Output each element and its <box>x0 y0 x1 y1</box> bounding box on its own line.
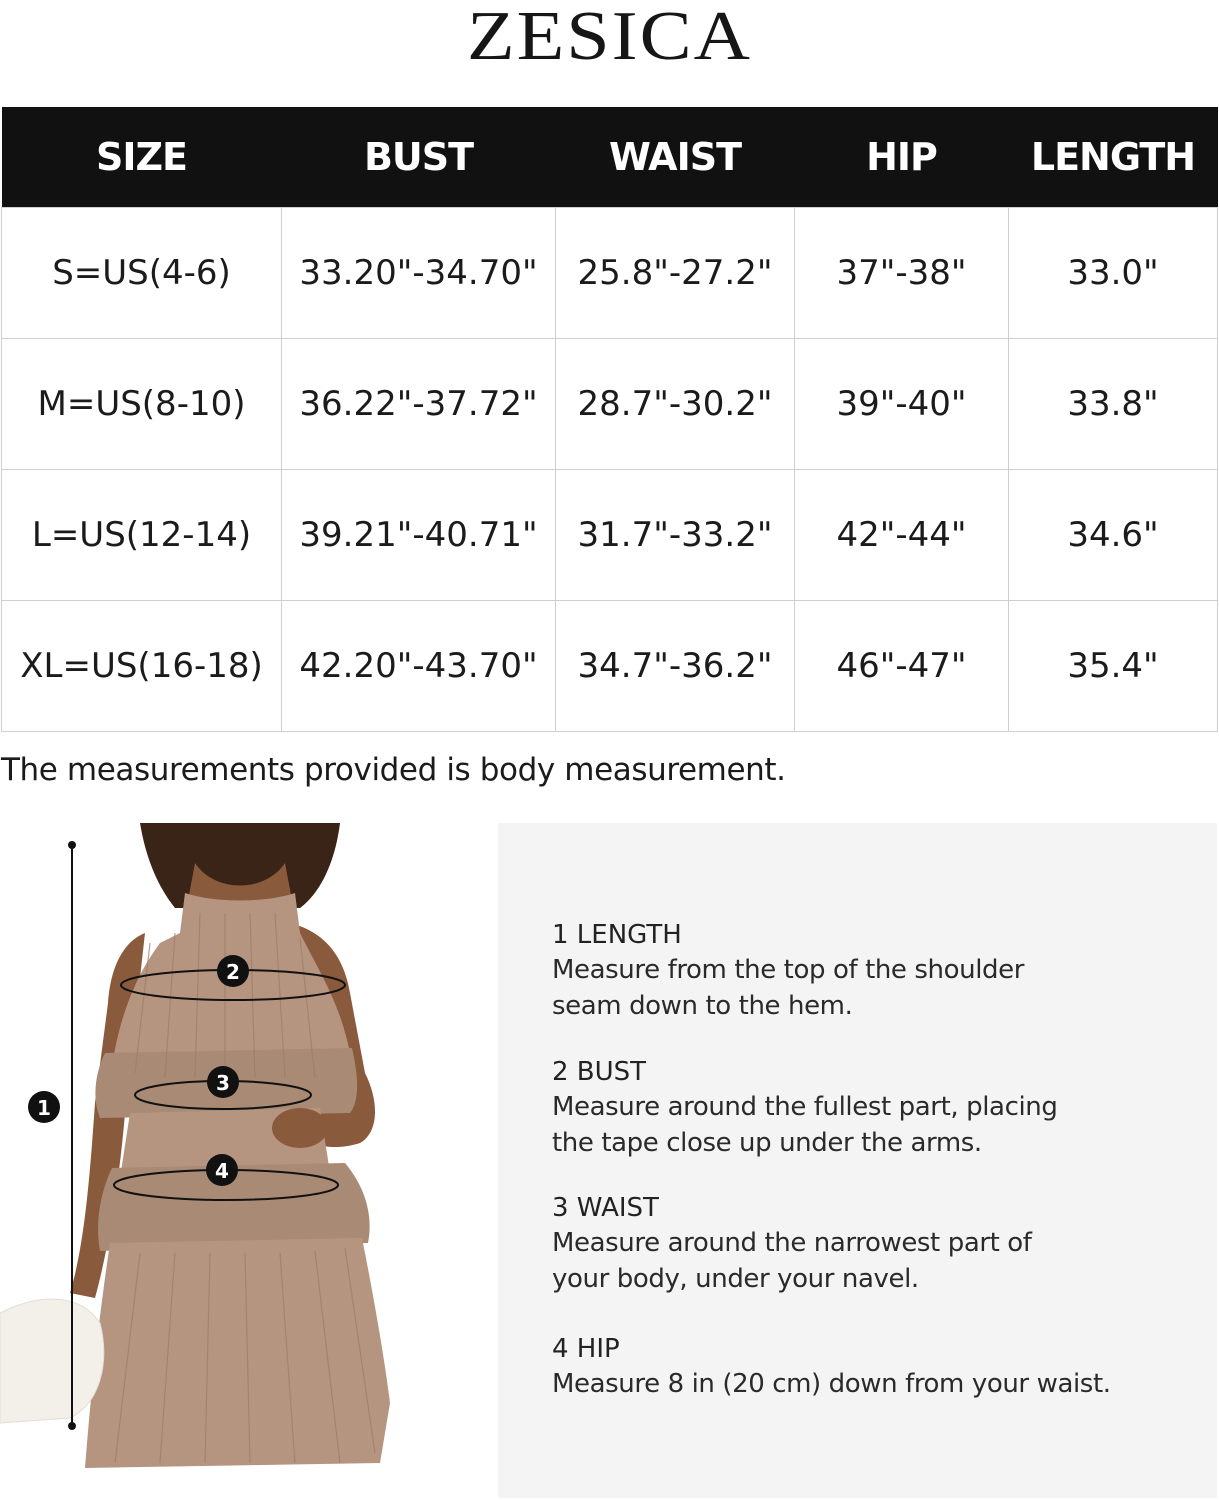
cell-hip: 42"-44" <box>795 470 1009 601</box>
cell-size: L=US(12-14) <box>2 470 282 601</box>
cell-length: 34.6" <box>1009 470 1218 601</box>
cell-length: 33.8" <box>1009 339 1218 470</box>
cell-hip: 39"-40" <box>795 339 1009 470</box>
guide-title: 2 BUST <box>552 1057 647 1087</box>
guide-item-length <box>552 918 1152 1024</box>
cell-hip: 37"-38" <box>795 208 1009 339</box>
header-hip: HIP <box>795 107 1009 208</box>
cell-waist: 25.8"-27.2" <box>556 208 795 339</box>
guide-item-bust <box>552 1055 1152 1161</box>
table-row <box>2 208 1218 339</box>
header-size: SIZE <box>2 107 282 208</box>
svg-text:2: 2 <box>226 960 240 984</box>
svg-text:1: 1 <box>37 1096 51 1120</box>
cell-size: M=US(8-10) <box>2 339 282 470</box>
cell-size: S=US(4-6) <box>2 208 282 339</box>
guide-desc-line: the tape close up under the arms. <box>552 1128 982 1158</box>
marker-3-icon <box>207 1066 239 1098</box>
measurement-guide-panel <box>498 823 1217 1498</box>
table-row <box>2 470 1218 601</box>
table-header-row <box>2 107 1218 208</box>
cell-bust: 42.20"-43.70" <box>282 601 556 732</box>
marker-1-icon <box>28 1091 60 1123</box>
dress-photo <box>0 823 498 1500</box>
cell-length: 33.0" <box>1009 208 1218 339</box>
header-waist: WAIST <box>556 107 795 208</box>
table-row <box>2 339 1218 470</box>
guide-item-waist <box>552 1191 1152 1297</box>
guide-title: 1 LENGTH <box>552 920 682 950</box>
size-chart-table <box>1 107 1218 732</box>
svg-text:3: 3 <box>216 1071 230 1095</box>
dress-illustration <box>0 823 498 1500</box>
guide-desc-line: seam down to the hem. <box>552 991 853 1021</box>
cell-waist: 28.7"-30.2" <box>556 339 795 470</box>
guide-desc-line: your body, under your navel. <box>552 1264 919 1294</box>
guide-desc-line: Measure around the fullest part, placing <box>552 1092 1058 1122</box>
header-bust: BUST <box>282 107 556 208</box>
cell-bust: 36.22"-37.72" <box>282 339 556 470</box>
cell-hip: 46"-47" <box>795 601 1009 732</box>
cell-waist: 31.7"-33.2" <box>556 470 795 601</box>
cell-length: 35.4" <box>1009 601 1218 732</box>
marker-2-icon <box>217 955 249 987</box>
cell-bust: 39.21"-40.71" <box>282 470 556 601</box>
guide-desc-line: Measure from the top of the shoulder <box>552 955 1025 985</box>
cell-size: XL=US(16-18) <box>2 601 282 732</box>
guide-desc-line: Measure around the narrowest part of <box>552 1228 1032 1258</box>
marker-4-icon <box>206 1154 238 1186</box>
guide-desc-line: Measure 8 in (20 cm) down from your waist. <box>552 1369 1111 1399</box>
header-length: LENGTH <box>1009 107 1218 208</box>
guide-title: 3 WAIST <box>552 1193 659 1223</box>
table-row <box>2 601 1218 732</box>
svg-text:4: 4 <box>215 1159 229 1183</box>
brand-logo: ZESICA <box>467 0 752 75</box>
cell-waist: 34.7"-36.2" <box>556 601 795 732</box>
measurement-note: The measurements provided is body measurement. <box>1 752 786 788</box>
cell-bust: 33.20"-34.70" <box>282 208 556 339</box>
guide-item-hip <box>552 1332 1152 1402</box>
guide-title: 4 HIP <box>552 1334 620 1364</box>
